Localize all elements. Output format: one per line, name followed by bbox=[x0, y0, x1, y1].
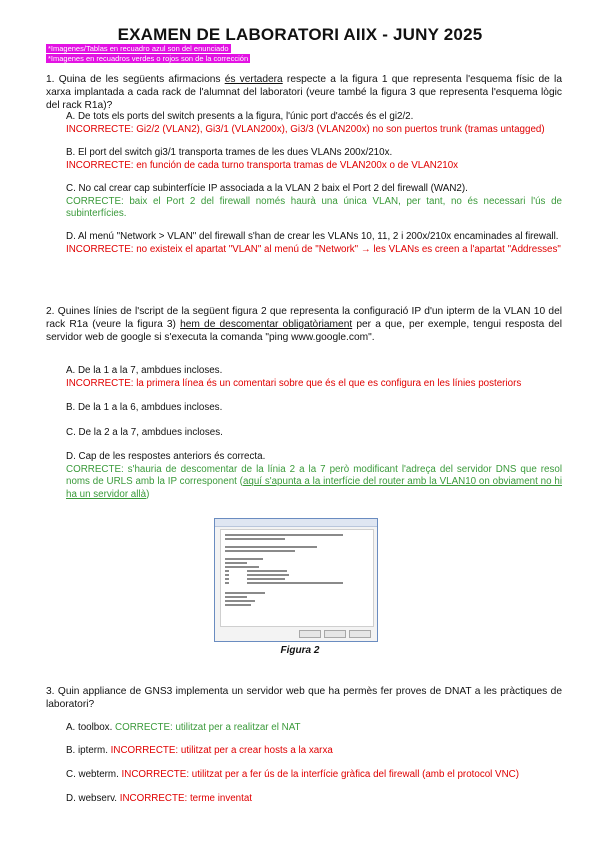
note-statement-images: *Imagenes/Tablas en recuadro azul son del enunciado bbox=[48, 44, 229, 53]
figure-2-caption: Figura 2 bbox=[280, 645, 320, 656]
q1-option-d bbox=[66, 231, 562, 256]
q2-option-c bbox=[66, 427, 562, 440]
note-correction-images: *Imagenes en recuadros verdes o rojos son de la corrección bbox=[48, 54, 249, 63]
q2-option-d bbox=[66, 451, 562, 501]
question-1-text-start: 1. Quina de les següents afirmacions bbox=[46, 74, 225, 85]
question-1-emphasis: és vertadera bbox=[224, 74, 283, 85]
question-2-text-start: 2. Quines línies de l'script de la següent figura 2 que representa la configuració IP d'un ipterm de la VLAN 10 del rack R1a (veure la figura 3) bbox=[46, 306, 562, 330]
question-3: 3. Quin appliance de GNS3 implementa un servidor web que ha permès fer proves de DNAT a les pràctiques de laboratori? bbox=[46, 686, 562, 710]
q3-option-d bbox=[66, 793, 562, 806]
q2-option-c-text: C. De la 2 a la 7, ambdues incloses. bbox=[66, 427, 223, 438]
q3-option-a-label: A. toolbox. bbox=[66, 722, 113, 733]
q3-option-a bbox=[66, 722, 562, 735]
figure-2-titlebar bbox=[215, 519, 377, 527]
q2-option-d-feedback-underlined: aquí s'apunta a la interfície del router amb la VLAN10 on obviament no hi ha un servidor allà bbox=[66, 476, 562, 500]
q3-option-b-label: B. ipterm. bbox=[66, 745, 108, 756]
q1-option-a-text: A. De tots els ports del switch presents a la figura, l'únic port d'accés és el gi2/2. bbox=[66, 111, 414, 122]
q2-option-d-feedback bbox=[66, 464, 562, 502]
q1-option-c-feedback: CORRECTE: baix el Port 2 del firewall només haurà una única VLAN, per tant, no és necessari l'ús de subinterfícies. bbox=[66, 195, 562, 219]
q2-option-b bbox=[66, 402, 562, 415]
q1-option-b bbox=[66, 147, 562, 172]
q3-option-a-feedback: CORRECTE: utilitzat per a realitzar el NAT bbox=[115, 722, 301, 733]
q1-option-d-feedback: INCORRECTE: no existeix el apartat "VLAN" al menú de "Network" → les VLANs es creen a l'apartat "Addresses" bbox=[66, 243, 561, 255]
question-2 bbox=[46, 305, 562, 344]
q3-option-c-feedback: INCORRECTE: utilitzat per a fer ús de la interfície gràfica del firewall (amb el protocol VNC) bbox=[121, 769, 520, 780]
q2-option-b-text: B. De la 1 a la 6, ambdues incloses. bbox=[66, 402, 223, 413]
q2-option-d-feedback-text: CORRECTE: s'hauria de descomentar de la línia 2 a la 7 però modificant l'adreça del servidor DNS que resol noms de URLS amb la IP corresponent ( bbox=[66, 463, 562, 487]
figure-2-script-window bbox=[214, 518, 378, 642]
q2-option-a-feedback: INCORRECTE: la primera línea és un comentari sobre que és el que es configura en les línies posteriors bbox=[66, 377, 522, 389]
q1-option-c-text: C. No cal crear cap subinterfície IP associada a la VLAN 2 baix el Port 2 del firewall (WAN2). bbox=[66, 183, 468, 194]
q3-option-d-label: D. webserv. bbox=[66, 793, 117, 804]
q2-option-d-text: D. Cap de les respostes anteriors és correcta. bbox=[66, 451, 266, 462]
q2-option-a-text: A. De la 1 a la 7, ambdues incloses. bbox=[66, 365, 223, 376]
q3-option-c bbox=[66, 769, 562, 782]
question-1 bbox=[46, 73, 562, 112]
q2-option-a bbox=[66, 365, 562, 390]
q1-option-c bbox=[66, 183, 562, 221]
figure-2-button-2 bbox=[324, 630, 346, 638]
figure-2-button-3 bbox=[349, 630, 371, 638]
question-2-emphasis: hem de descomentar obligatòriament bbox=[180, 319, 353, 330]
q1-option-d-text: D. Al menú "Network > VLAN" del firewall s'han de crear les VLANs 10, 11, 2 i 200x/210x encaminades al firewall. bbox=[66, 231, 559, 242]
figure-2-button-1 bbox=[299, 630, 321, 638]
question-2-text-end: per a que, per exemple, tengui resposta del servidor web de google si s'executa la comanda "ping www.google.com". bbox=[46, 319, 562, 343]
q1-option-b-feedback: INCORRECTE: en función de cada turno transporta tramas de VLAN200x o de VLAN210x bbox=[66, 159, 459, 171]
q1-option-a-feedback: INCORRECTE: Gi2/2 (VLAN2), Gi3/1 (VLAN200x), Gi3/3 (VLAN200x) no son puertos trunk (tramas untagged) bbox=[66, 123, 545, 135]
q2-option-d-feedback-close: ) bbox=[146, 488, 150, 500]
question-1-text-end: respecte a la figura 1 que representa l'esquema físic de la xarxa implantada a cada rack de l'alumnat del laboratori (veure també la figura 3 que representa l'esquema lògic del rack R1a)? bbox=[46, 74, 562, 111]
q3-option-b bbox=[66, 745, 562, 758]
q1-option-b-text: B. El port del switch gi3/1 transporta trames de les dues VLANs 200x/210x. bbox=[66, 147, 393, 158]
q3-option-c-label: C. webterm. bbox=[66, 769, 119, 780]
q3-option-b-feedback: INCORRECTE: utilitzat per a crear hosts a la xarxa bbox=[110, 745, 333, 756]
page-title: EXAMEN DE LABORATORI AIIX - JUNY 2025 bbox=[117, 25, 483, 44]
figure-2-script-text bbox=[220, 529, 374, 627]
q1-option-a bbox=[66, 111, 562, 136]
q3-option-d-feedback: INCORRECTE: terme inventat bbox=[119, 793, 253, 804]
